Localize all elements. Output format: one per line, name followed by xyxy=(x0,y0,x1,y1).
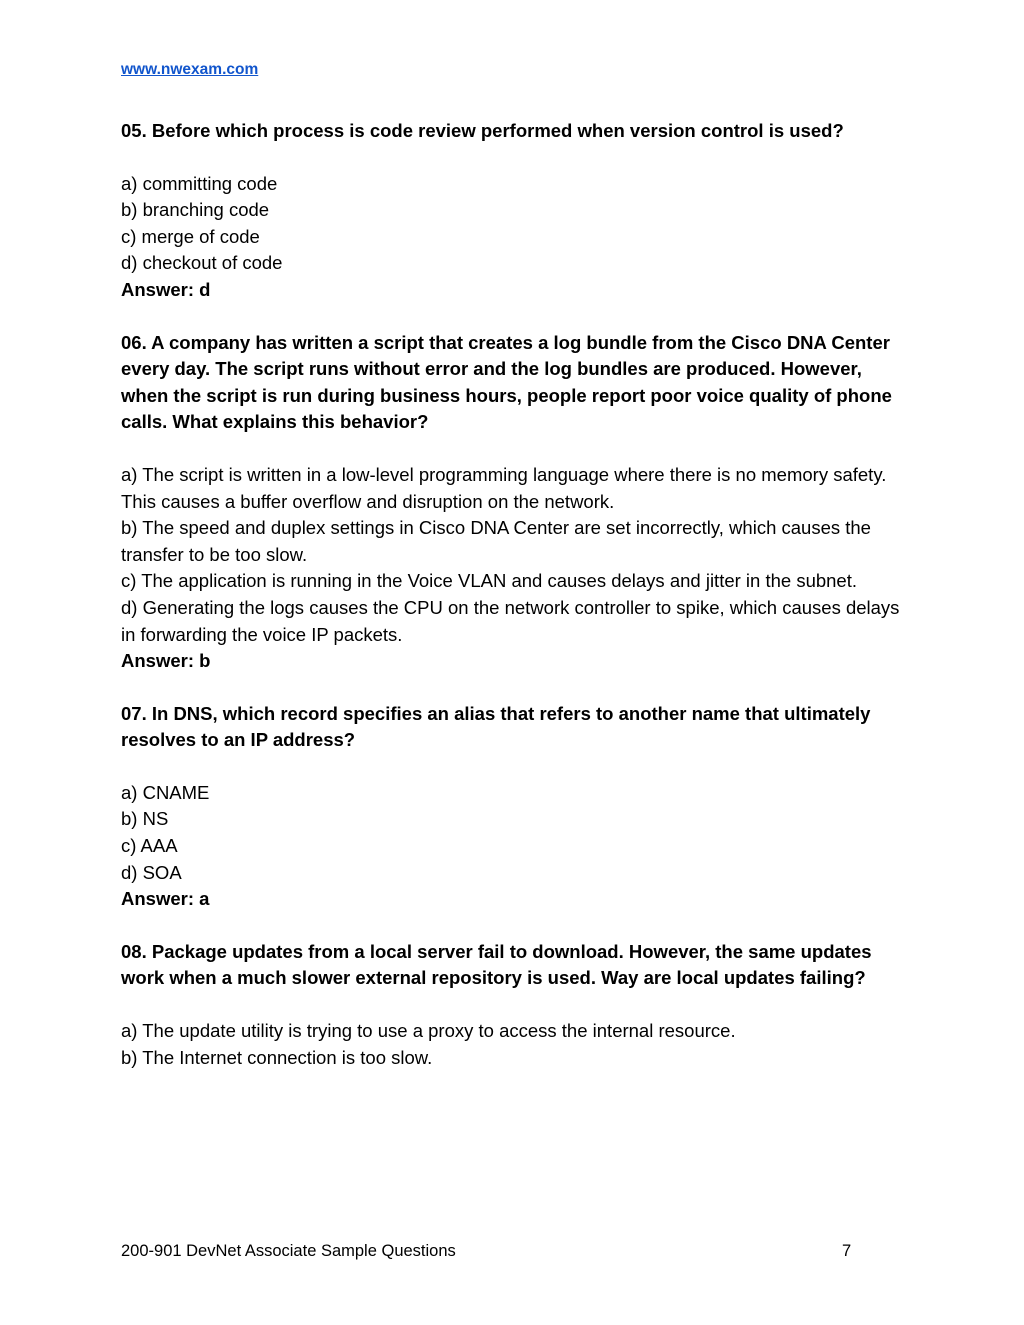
question-block-07 xyxy=(121,701,911,913)
option-d: d) Generating the logs causes the CPU on the network controller to spike, which causes delays in forwarding the voice IP packets. xyxy=(121,596,900,645)
option-d: d) checkout of code xyxy=(121,252,283,274)
option-b: b) The Internet connection is too slow. xyxy=(121,1046,433,1068)
site-link[interactable]: www.nwexam.com xyxy=(121,61,259,78)
options-list xyxy=(121,462,911,648)
question-text: 05. Before which process is code review performed when version control is used? xyxy=(121,120,844,141)
footer-title: 200-901 DevNet Associate Sample Questions xyxy=(121,1242,456,1260)
question-block-08 xyxy=(121,939,911,1071)
option-b: b) The speed and duplex settings in Cisco DNA Center are set incorrectly, which causes the transfer to be too slow. xyxy=(121,517,871,565)
option-b: b) branching code xyxy=(121,199,270,221)
options-list xyxy=(121,1018,911,1071)
option-a: a) CNAME xyxy=(121,781,210,803)
question-block-06 xyxy=(121,330,911,675)
option-b: b) NS xyxy=(121,808,169,830)
page-content xyxy=(121,58,911,1071)
options-list xyxy=(121,780,911,886)
answer-text: Answer: d xyxy=(121,278,211,300)
question-block-05 xyxy=(121,118,911,304)
question-text: 08. Package updates from a local server fail to download. However, the same updates work when a much slower external repository is used. Way are local updates failing? xyxy=(121,940,872,989)
options-list xyxy=(121,171,911,277)
answer-text: Answer: b xyxy=(121,650,211,672)
question-text: 06. A company has written a script that creates a log bundle from the Cisco DNA Center every day. The script runs without error and the log bundles are produced. However, when the script is run during business hours, people report poor voice quality of phone calls. What explains this behavior? xyxy=(121,331,892,433)
option-a: a) committing code xyxy=(121,172,278,194)
option-c: c) AAA xyxy=(121,835,178,857)
question-text: 07. In DNS, which record specifies an alias that refers to another name that ultimately resolves to an IP address? xyxy=(121,702,871,751)
page-number: 7 xyxy=(842,1242,852,1260)
option-a: a) The script is written in a low-level programming language where there is no memory safety. This causes a buffer overflow and disruption on the network. xyxy=(121,463,887,512)
option-d: d) SOA xyxy=(121,861,182,883)
option-c: c) The application is running in the Voice VLAN and causes delays and jitter in the subnet. xyxy=(121,570,857,592)
option-c: c) merge of code xyxy=(121,225,260,247)
option-a: a) The update utility is trying to use a proxy to access the internal resource. xyxy=(121,1020,736,1042)
answer-text: Answer: a xyxy=(121,888,210,910)
